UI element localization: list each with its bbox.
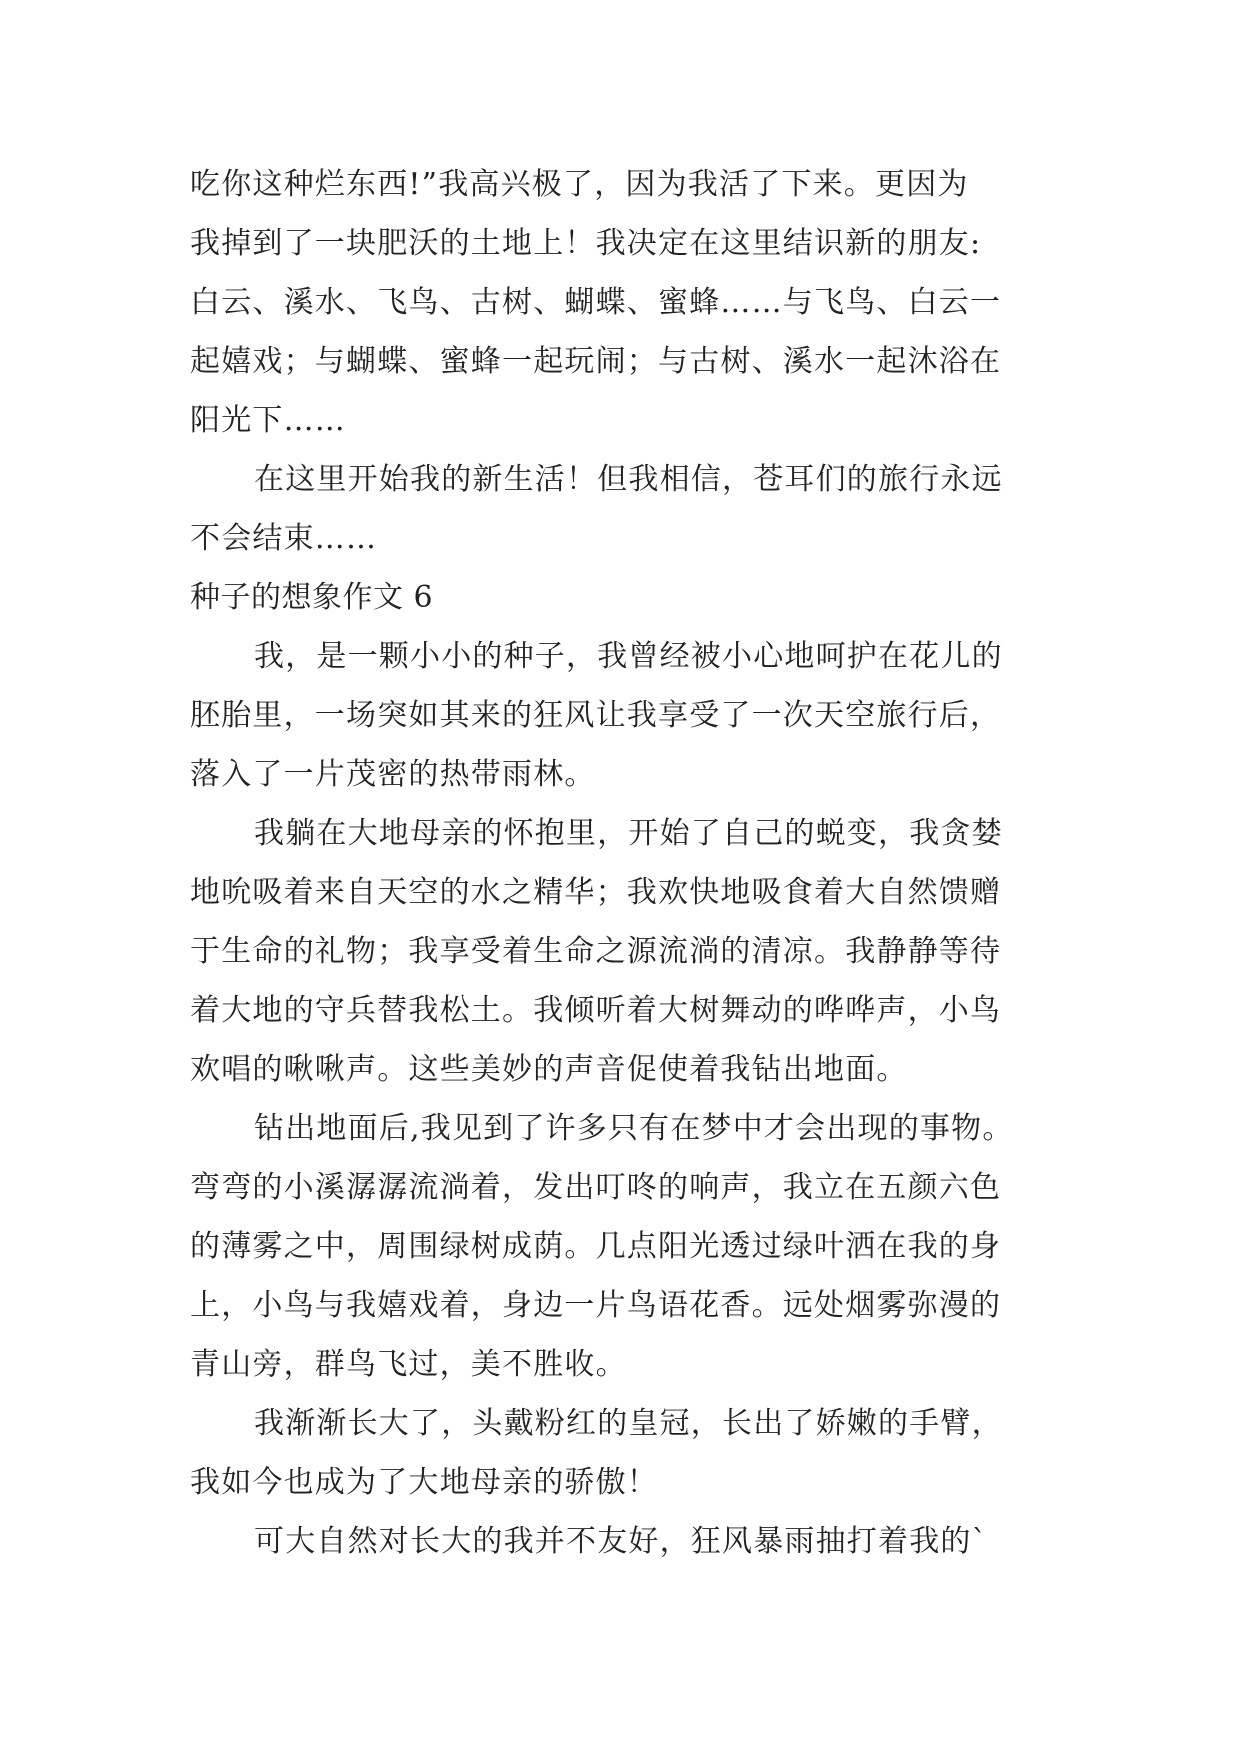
text-line: 着大地的守兵替我松土。我倾听着大树舞动的哗哗声，小鸟 <box>190 993 1002 1028</box>
text-line: 白云、溪水、飞鸟、古树、蝴蝶、蜜蜂……与飞鸟、白云一 <box>190 285 1002 320</box>
paragraph <box>190 1394 1070 1512</box>
text-line: 上，小鸟与我嬉戏着，身边一片鸟语花香。远处烟雾弥漫的 <box>190 1288 1002 1323</box>
text-line: 吃你这种烂东西!”我高兴极了，因为我活了下来。更因为 <box>190 167 969 202</box>
text-line: 我渐渐长大了，头戴粉红的皇冠，长出了娇嫩的手臂， <box>254 1406 1003 1441</box>
text-line: 我掉到了一块肥沃的土地上！我决定在这里结识新的朋友: <box>190 226 982 261</box>
text-line: 在这里开始我的新生活！但我相信，苍耳们的旅行永远 <box>254 462 1003 497</box>
text-line: 于生命的礼物；我享受着生命之源流淌的清凉。我静静等待 <box>190 934 1002 969</box>
paragraph <box>190 627 1070 804</box>
text-line: 我如今也成为了大地母亲的骄傲！ <box>190 1465 658 1500</box>
text-line: 起嬉戏；与蝴蝶、蜜蜂一起玩闹；与古树、溪水一起沐浴在 <box>190 344 1002 379</box>
text-line: 我躺在大地母亲的怀抱里，开始了自己的蜕变，我贪婪 <box>254 816 1003 851</box>
section-heading <box>190 568 1070 627</box>
text-line: 阳光下…… <box>190 403 346 438</box>
text-line: 青山旁，群鸟飞过，美不胜收。 <box>190 1347 627 1382</box>
paragraph <box>190 155 1070 450</box>
text-line: 钻出地面后,我见到了许多只有在梦中才会出现的事物。 <box>254 1111 1014 1146</box>
text-line: 可大自然对长大的我并不友好，狂风暴雨抽打着我的` <box>254 1524 988 1559</box>
heading-text: 种子的想象作文 6 <box>190 580 434 615</box>
paragraph <box>190 450 1070 568</box>
paragraph <box>190 1099 1070 1394</box>
text-line: 落入了一片茂密的热带雨林。 <box>190 757 596 792</box>
paragraph <box>190 804 1070 1099</box>
paragraph <box>190 1512 1070 1571</box>
text-line: 胚胎里，一场突如其来的狂风让我享受了一次天空旅行后， <box>190 698 1002 733</box>
text-line: 弯弯的小溪潺潺流淌着，发出叮咚的响声，我立在五颜六色 <box>190 1170 1002 1205</box>
text-line: 地吮吸着来自天空的水之精华；我欢快地吸食着大自然馈赠 <box>190 875 1002 910</box>
text-line: 我，是一颗小小的种子，我曾经被小心地呵护在花儿的 <box>254 639 1003 674</box>
text-line: 欢唱的啾啾声。这些美妙的声音促使着我钻出地面。 <box>190 1052 908 1087</box>
text-line: 的薄雾之中，周围绿树成荫。几点阳光透过绿叶洒在我的身 <box>190 1229 1002 1264</box>
text-line: 不会结束…… <box>190 521 378 556</box>
document-body <box>190 155 1070 1571</box>
